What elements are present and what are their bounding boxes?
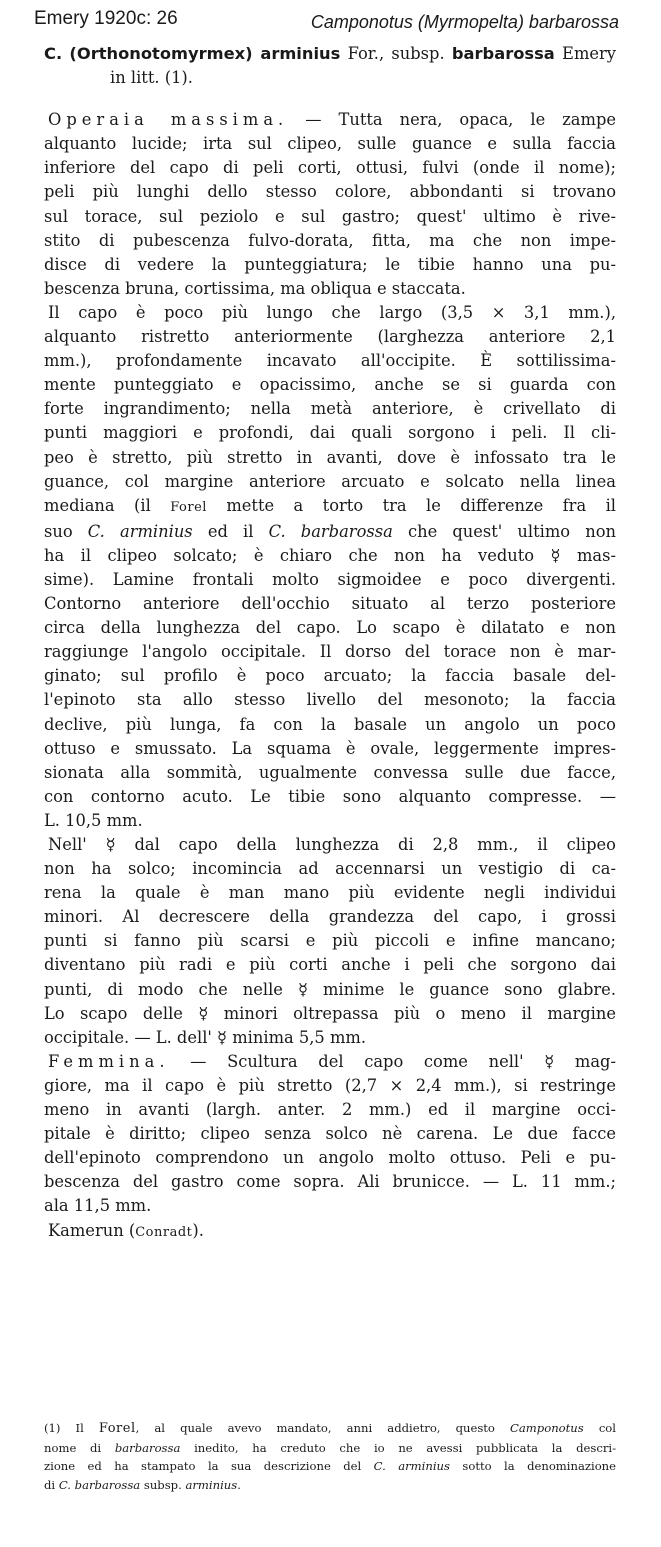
text-line: ginato; sul profilo è poco arcuato; la faccia basale del- [44, 666, 616, 686]
text-line: guance, col margine anteriore arcuato e solcato nella linea [44, 471, 616, 491]
footnote-line: (1) Il Forel, al quale avevo mandato, anni addietro, questo Camponotus col [44, 1421, 616, 1436]
footnote-line: nome di barbarossa inedito, ha creduto che io ne avessi pubblicata la descri- [44, 1440, 616, 1455]
text-line: raggiunge l'angolo occipitale. Il dorso del torace non è mar- [44, 642, 616, 662]
text-line: circa della lunghezza del capo. Lo scapo è dilatato e non [44, 618, 616, 638]
text-line: alquanto ristretto anteriormente (larghezza anteriore 2,1 [44, 327, 616, 347]
page-header [34, 8, 619, 36]
species-title-line-2: in litt. (1). [110, 68, 193, 88]
main-text [44, 42, 616, 1245]
text-line: Lo scapo delle ☿ minori oltrepassa più o meno il margine [44, 1003, 616, 1023]
text-line: ala 11,5 mm. [44, 1196, 152, 1216]
footnote [44, 1419, 616, 1494]
text-line: forte ingrandimento; nella metà anteriore, è crivellato di [44, 399, 616, 419]
text-line: L. 10,5 mm. [44, 810, 143, 830]
text-line: peli più lunghi dello stesso colore, abbondanti si trovano [44, 182, 616, 202]
text-line: pitale è diritto; clipeo senza solco nè carena. Le due facce [44, 1124, 616, 1144]
text-line: bescenza bruna, cortissima, ma obliqua e staccata. [44, 278, 466, 298]
text-line: disce di vedere la punteggiatura; le tibie hanno una pu- [44, 254, 616, 274]
text-line: alquanto lucide; irta sul clipeo, sulle guance e sulla faccia [44, 134, 616, 154]
text-line: declive, più lunga, fa con la basale un angolo un poco [44, 714, 616, 734]
text-line: mm.), profondamente incavato all'occipite. È sottilissima- [44, 351, 616, 371]
text-line: occipitale. — L. dell' ☿ minima 5,5 mm. [44, 1027, 367, 1047]
text-line: mediana (il Forel mette a torto tra le differenze fra il [44, 495, 616, 515]
female-paragraph [44, 1050, 616, 1219]
text-line: sime). Lamine frontali molto sigmoidee e poco divergenti. [44, 569, 616, 589]
footnote-line: di C. barbarossa subsp. arminius. [44, 1477, 241, 1492]
head-description-paragraph [44, 301, 616, 833]
text-line: minori. Al decrescere della grandezza del capo, i grossi [44, 907, 616, 927]
text-line: giore, ma il capo è più stretto (2,7 × 2,4 mm.), si restringe [44, 1075, 616, 1095]
text-line: bescenza del gastro come sopra. Ali brunicce. — L. 11 mm.; [44, 1172, 616, 1192]
minor-worker-paragraph [44, 833, 616, 1050]
footnote-line: zione ed ha stampato la sua descrizione del C. arminius sotto la denominazione [44, 1459, 617, 1473]
text-line: diventano più radi e più corti anche i peli che sorgono dai [44, 955, 616, 975]
text-line: inferiore del capo di peli corti, ottusi, fulvi (onde il nome); [44, 158, 616, 178]
author-name: Forel [170, 499, 207, 515]
text-line: mente punteggiato e opacissimo, anche se si guarda con [44, 375, 616, 395]
text-line: sionata alla sommità, ugualmente convessa sulle due facce, [44, 762, 616, 782]
text-line: con contorno acuto. Le tibie sono alquanto compresse. — [44, 786, 616, 806]
text-line: non ha solco; incomincia ad accennarsi un vestigio di ca- [44, 859, 616, 879]
section-heading: Operaia massima. [48, 110, 289, 130]
text-line: peo è stretto, più stretto in avanti, dove è infossato tra le [44, 447, 616, 467]
text-line: rena la quale è man mano più evidente negli individui [44, 883, 616, 903]
text-line: stito di pubescenza fulvo-dorata, fitta, ma che non impe- [44, 230, 616, 250]
species-title-line-1: C. (Orthonotomyrmex) arminius For., subsp. barbarossa Emery [44, 44, 616, 63]
text-line: meno in avanti (largh. anter. 2 mm.) ed il margine occi- [44, 1100, 616, 1120]
text-line: Contorno anteriore dell'occhio situato al terzo posteriore [44, 594, 616, 614]
text-line: Femmina. — Scultura del capo come nell' ☿ mag- [48, 1051, 616, 1071]
collector-name: Conradt [135, 1224, 193, 1240]
text-line: Il capo è poco più lungo che largo (3,5 × 3,1 mm.), [48, 302, 616, 322]
citation-label: Emery 1920c: 26 [34, 8, 178, 29]
taxon-label: Camponotus (Myrmopelta) barbarossa [310, 12, 619, 32]
text-line: ottuso e smussato. La squama è ovale, leggermente impres- [44, 738, 616, 758]
text-line: punti, di modo che nelle ☿ minime le guance sono glabre. [44, 979, 616, 999]
text-line: ha il clipeo solcato; è chiaro che non ha veduto ☿ mas- [44, 545, 616, 565]
text-line: l'epinoto sta allo stesso livello del mesonoto; la faccia [44, 690, 616, 710]
text-line: dell'epinoto comprendono un angolo molto ottuso. Peli e pu- [44, 1148, 616, 1168]
text-line: punti si fanno più scarsi e più piccoli e infine mancano; [44, 931, 616, 951]
worker-major-paragraph [44, 108, 616, 301]
text-line: sul torace, sul peziolo e sul gastro; quest' ultimo è rive- [44, 206, 616, 226]
text-line: suo C. arminius ed il C. barbarossa che quest' ultimo non [44, 521, 617, 541]
text-line: Operaia massima. — Tutta nera, opaca, le zampe [48, 110, 616, 130]
text-line: Nell' ☿ dal capo della lunghezza di 2,8 mm., il clipeo [48, 835, 616, 854]
text-line: punti maggiori e profondi, dai quali sorgono i peli. Il cli- [44, 423, 616, 443]
locality-line: Kamerun (Conradt). [48, 1220, 204, 1240]
section-heading: Femmina. [48, 1051, 170, 1071]
spacer [44, 90, 616, 108]
